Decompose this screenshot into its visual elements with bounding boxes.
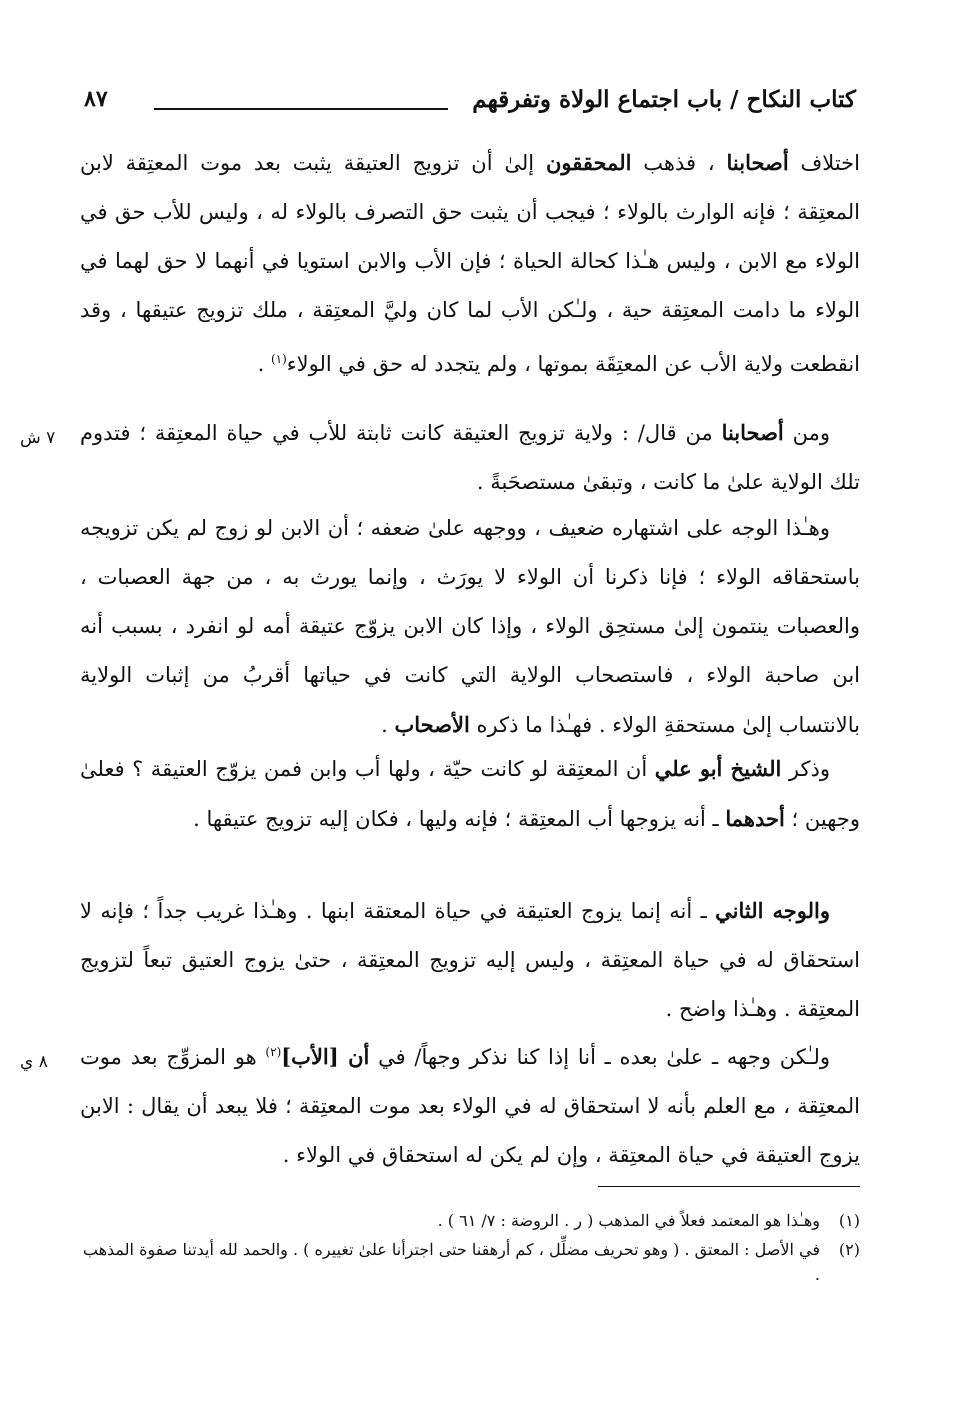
bold-term: الأصحاب [394,712,470,737]
text-run: اختلاف [788,151,860,175]
text-run: . [257,352,271,376]
bold-term: أحدهما [725,806,785,831]
footnote-separator [598,1186,860,1187]
text-run: ـ أنه إنما يزوج العتيقة في حياة المعتقة ابنها . وهـٰذا غريب جداً ؛ فإنه لا استحقاق له في حياة المعتِقة ، وليس إليه تزويج المعتِقة ، حتىٰ يزوج العتيق تبعاً لتزويج المعتِقة . وهـٰذا واضح . [80,899,860,1021]
margin-note-manuscript-ref: ٧ ش [20,428,56,448]
text-run: . [381,713,395,737]
margin-note-manuscript-ref: ٨ ي [20,1052,48,1072]
text-run: ـ أنه يزوجها أب المعتِقة ؛ فإنه وليها ، فكان إليه تزويج عتيقها . [193,807,726,831]
header-title: كتاب النكاح / باب اجتماع الولاة وتفرقهم [472,86,856,113]
paragraph [80,504,860,744]
text-run: هو المزوِّج بعد موت المعتِقة ، مع العلم بأنه لا استحقاق له في الولاء بعد موت المعتِقة ؛ فلا يبعد أن يقال : الابن يزوج العتيقة في حياة المعتِقة ، وإن لم يكن له استحقاق في الولاء . [80,1045,860,1167]
header-rule [154,108,448,110]
text-run: إلىٰ أن تزويج العتيقة يثبت بعد موت المعتِقة لابن المعتِقة ؛ فإنه الوارث بالولاء ؛ فيجب أن يثبت حق التصرف بالولاء له ، وليس للأب حق في الولاء مع الابن ، وليس هـٰذا كحالة الحياة ؛ فإن الأب والابن استويا في أنهما لا حق لهما في الولاء ما دامت المعتِقة حية ، ولـٰكن الأب لما كان وليَّ المعتِقة ، ملك تزويج عتيقها ، وقد انقطعت ولاية الأب عن المعتِقَة بموتها ، ولم يتجدد له حق في الولاء [80,151,860,376]
footnote-text: في الأصل : المعتق . ( وهو تحريف مضلِّل ، كم أرهقنا حتى اجترأنا علىٰ تغييره ) . والحمد لله أيدتنا صفوة المذهب . [82,1240,820,1284]
footnotes [80,1208,860,1291]
footnote-number: (١) [838,1211,860,1230]
bold-term: المحققون [545,150,632,175]
text-run: ، فذهب [631,151,727,175]
bold-term: أصحابنا [721,420,784,445]
text-run: ومن [783,421,830,445]
bold-term: أصحابنا [726,150,789,175]
footnote [80,1237,860,1287]
main-text [80,138,860,1180]
page-number: ٨٧ [84,86,108,112]
paragraph [80,744,860,886]
paragraph [80,1028,860,1180]
text-run: من قال/ : ولاية تزويج العتيقة كانت ثابتة للأب في حياة المعتِقة ؛ فتدوم تلك الولاية علىٰ ما كانت ، وتبقىٰ مستصحَبةً . [80,421,860,494]
bold-term: والوجه الثاني [715,898,830,923]
paragraph [80,886,860,1028]
text-run: ولـٰكن وجهه ـ علىٰ بعده ـ أنا إذا كنا نذكر وجهاً/ في [369,1045,830,1069]
paragraph [80,138,860,408]
footnote-ref: (١) [270,352,287,366]
footnote-ref: (٢) [265,1045,282,1059]
running-header [84,86,856,122]
text-run: وهـٰذا الوجه على اشتهاره ضعيف ، ووجهه علىٰ ضعفه ؛ أن الابن لو زوج لم يكن تزويجه باستحقاقه الولاء ؛ فإنا ذكرنا أن الولاء لا يورَث ، وإنما يورث به ، من جهة العصبات ، والعصبات ينتمون إلىٰ مستحِق الولاء ، وإذا كان الابن يزوّج عتيقة أمه لو انفرد ، بسبب أنه ابن صاحبة الولاء ، فاستصحاب الولاية التي كانت في حياتها أقربُ من إثبات الولاية بالانتساب إلىٰ مستحقةِ الولاء . فهـٰذا ما ذكره [80,516,860,737]
paragraph [80,408,860,504]
bold-term: أن [الأب] [281,1044,370,1069]
bold-term: الشيخ أبو علي [654,756,782,781]
footnote-text: وهـٰذا هو المعتمد فعلاً في المذهب ( ر . الروضة : ٧/ ٦١ ) . [437,1211,820,1230]
footnote-number: (٢) [838,1240,860,1259]
text-run: وذكر [781,757,830,781]
footnote [80,1208,860,1233]
text-run: أن المعتِقة لو كانت حيّة ، ولها أب وابن فمن يزوّج العتيقة ؟ فعلىٰ وجهين ؛ [80,757,860,831]
